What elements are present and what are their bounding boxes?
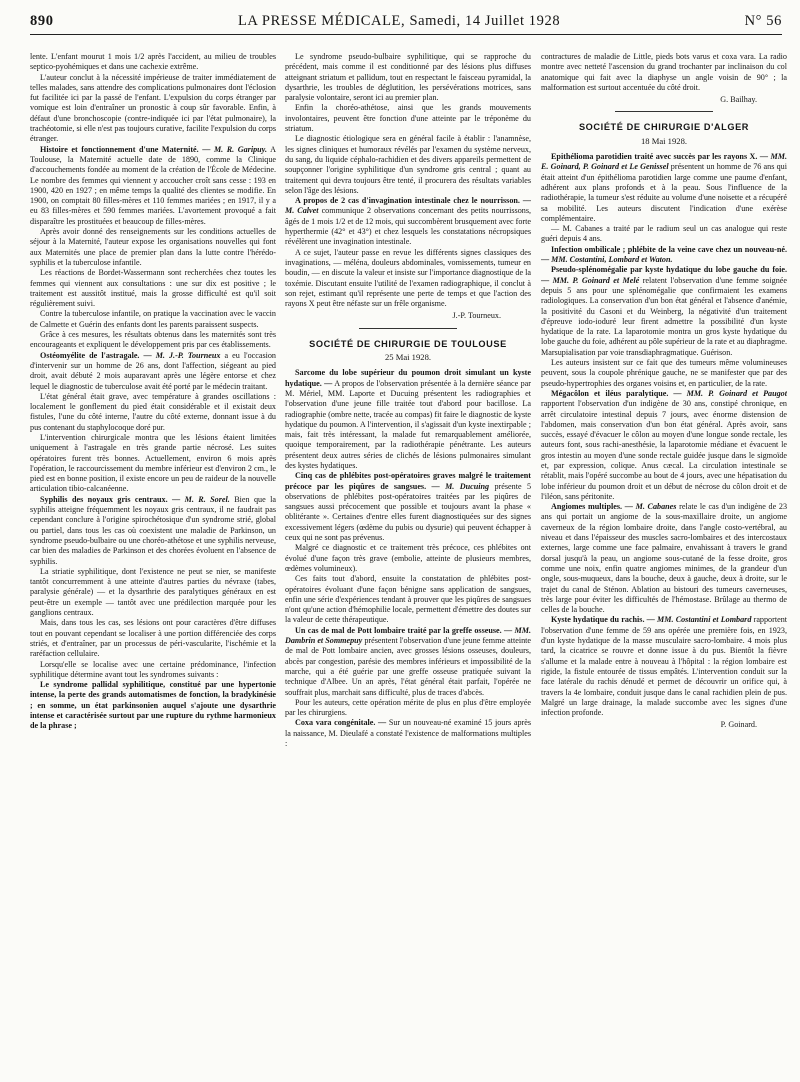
article-heading: Infection ombilicale ; phlébite de la veine cave chez un nouveau-né. — MM. Costantini, Lombard et Waton.: [541, 244, 787, 265]
page-header: [30, 8, 782, 35]
paragraph: Après avoir donné des renseignements sur les conditions actuelles de séjour à la Maternité, l'auteur expose les organisations nouvelles qui font aux Maternités une place de premier plan dans la lutte contre l'hérédo-syphilis et la tuberculose infantile.: [30, 227, 276, 267]
paragraph: Lorsqu'elle se localise avec une certaine prédominance, l'infection syphilitique détermine avant tout les syndromes suivants :: [30, 659, 276, 679]
paragraph: L'auteur conclut à la nécessité impérieuse de traiter immédiatement de telles malades, sans attendre des complications pulmonaires dont l'éclosion fut facilitée ici par la passé de l'enfant. L'expulsion du corps étranger par vomique est loin d'entraîner un pronostic à coup sûr favorable. Enfin, à défaut d'une bronchoscopie (contre-indiquée ici par l'état pulmonaire), la trachéotomie, si elle n'est pas toujours curative, facilite l'expulsion du corps étranger.: [30, 72, 276, 144]
article-heading: Pseudo-splénomégalie par kyste hydatique du lobe gauche du foie. — MM. P. Goinard et Melé relatent l'observation d'une femme soignée depuis 5 ans pour une splénomégalie que confirmaient les examens radiologiques. La conservation d'un bon état général et l'absence d'anémie, la positivité du Casoni et du Weinberg, la négativité d'un traitement d'épreuve iodo-ioduré leur firent admettre la possibilité d'un kyste hydatique de la rate. La laparotomie montra un gros kyste hydatique du lobe gauche du foie, adhérent au pôle supérieur de la rate et au diaphragme. Marsupialisation par voie transdiaphragmatique. Guérison.: [541, 265, 787, 357]
column-1: [30, 52, 276, 1072]
paragraph: Ces faits tout d'abord, ensuite la constatation de phlébites post-opératoires évoluant d'une façon bénigne sans application de sangsues, enfin une série d'expériences tendant à prouver que les piqûres de sangsues n'ont qu'une action d'hémophilie locale, permettent d'émettre des doutes sur la valeur de cette thérapeutique.: [285, 574, 531, 625]
paragraph: contractures de maladie de Little, pieds bots varus et coxa vara. La radio montre avec netteté l'ascension du grand trochanter par inclinaison du col anatomique qui fait avec la diaphyse un angle voisin de 90° ; la malformation est surtout accentuée du côté droit.: [541, 52, 787, 92]
paragraph: Le diagnostic étiologique sera en général facile à établir : l'anamnèse, les signes cliniques et humoraux révélés par l'examen du système nerveux, du sang, du liquide céphalo-rachidien et des divers appareils permettent de soupçonner l'origine syphilitique d'un syndrome gris central ; quant au traitement qui devra toujours être tenté, il procurera des résultats variables selon l'âge des lésions.: [285, 134, 531, 195]
section-date: 25 Mai 1928.: [384, 352, 432, 363]
paragraph: Mais, dans tous les cas, ses lésions ont pour caractères d'être diffuses tout en pouvant cependant se localiser à une portion différenciée des corps striés, et d'entraîner, par un processus de péri-vascularite, l'ischémie et la raréfaction cellulaire.: [30, 618, 276, 659]
paragraph: Contre la tuberculose infantile, on pratique la vaccination avec le vaccin de Calmette et Guérin des enfants dont les parents paraissent suspects.: [30, 309, 276, 329]
article-heading: Angiomes multiples. — M. Cabanes relate le cas d'un indigène de 23 ans qui portait un angiome de la sous-maxillaire droite, un angiome caverneux de la région lombaire droite, dans l'angle costo-vertébral, au niveau et dans l'épaisseur des muscles sacro-lombaires et des intercostaux externes, large comme une face palmaire, envahissant à travers le grand dorsal jusqu'à la peau, un angiome sous-cutané de la fesse droite, gros comme une noix, enfin quatre angiomes minimes, de la grandeur d'un ongle, sous-muqueux, dans la bouche, deux à gauche, deux à droite, sur le trajet du canal de Sténon. Ablation au bistouri des tumeurs caverneuses, très large pour éviter les difficultés de l'hémostase. Brûlage au thermo de celles de la bouche.: [541, 502, 787, 615]
column-3: [541, 52, 787, 1072]
paragraph: Les réactions de Bordet-Wassermann sont recherchées chez toutes les femmes qui viennent aux consultations : une sur dix est positive ; le traitement est aussitôt institué, mais la grosse difficulté est qu'il soit régulièrement suivi.: [30, 268, 276, 309]
paragraph: Pour les auteurs, cette opération mérite de plus en plus d'être employée par les chirurgiens.: [285, 697, 531, 718]
paragraph: L'état général était grave, avec température à grandes oscillations : localement le gonflement du pied était considérable et il existait deux fistules, l'une du côté interne, l'autre du côté externe, donnant issue à du pus contenant du staphylocoque doré pur.: [30, 391, 276, 432]
article-heading: Cinq cas de phlébites post-opératoires graves malgré le traitement précoce par les piqûres de sangsues. — M. Ducuing présente 5 observations de phlébites post-opératoires traitées par les piqûres de sangsues aussi précocement que possible et toujours avant la phase « oblitérante ». Certaines d'entre elles furent diagnostiquées sur des signes excessivement légers (œdème du pubis ou dysurie) qui peuvent échapper à ceux qui ne sont pas prévenus.: [285, 471, 531, 543]
paragraph: Le syndrome pseudo-bulbaire syphilitique, qui se rapproche du précédent, mais comme il est conditionné par des lésions plus diffuses atteignant striatum et pallidum, tout en respectant le faisceau pyramidal, la dysarthrie, les troubles de déglutition, les persévérations motrices, sans paralysie volontaire, seront ici au premier plan.: [285, 52, 531, 103]
section-title: SOCIÉTÉ DE CHIRURGIE DE TOULOUSE: [309, 338, 507, 349]
paragraph: Enfin la choréo-athétose, ainsi que les grands mouvements involontaires, peuvent être fonction d'une atteinte par le tréponème du striatum.: [285, 103, 531, 134]
section-date: 18 Mai 1928.: [640, 135, 688, 146]
issue-number: N° 56: [744, 12, 782, 29]
article-heading: Kyste hydatique du rachis. — MM. Costantini et Lombard rapportent l'observation d'une femme de 59 ans opérée une première fois, en 1923, d'un kyste hydatique de la masse musculaire sacro-lombaire. 4 mois plus tard, la cicatrice se rouvre et donne issue à du pus. Bientôt la fièvre s'allume et la malade entre à nouveau à l'hôpital : la région lombaire est rigide, la fistule entourée de tissus empâtés. L'intervention conduit sur la face latérale du rachis dénudé et permet de découvrir un orifice qui, à travers la 4e lombaire, conduit jusque dans le canal rachidien plein de pus. Malgré un large drainage, la malade succombe avec les signes d'une infection profonde.: [541, 615, 787, 718]
paragraph: — M. Cabanes a traité par le radium seul un cas analogue qui reste guéri depuis 4 ans.: [541, 224, 787, 244]
paragraph: A ce sujet, l'auteur passe en revue les différents signes classiques des invaginations, — méléna, douleurs abdominales, vomissements, tumeur en boudin, — en discute la valeur et insiste sur l'importance diagnostique de la toxémie. Discutant ensuite l'utilité de l'examen radiographique, il conclut à son rejet, estimant qu'il représente une perte de temps et que l'action des rayons X peut être néfaste sur un frêle organisme.: [285, 247, 531, 309]
paragraph: Malgré ce diagnostic et ce traitement très précoce, ces phlébites ont évolué d'une façon très grave (embolie, atteinte de plusieurs membres, œdèmes volumineux).: [285, 543, 531, 573]
article-heading: Un cas de mal de Pott lombaire traité par la greffe osseuse. — MM. Dambrin et Sommepuy présentent l'observation d'une jeune femme atteinte de mal de Pott lombaire ancien, avec grosses lésions osseuses, douleurs, abcès par congestion, parésie des membres inférieurs et impossibilité de la marche, qui a été guérie par une greffe osseuse pratiquée suivant la technique d'Albee. Un an après, l'état général était parfait, l'opérée ne souffrait plus, marchait sans difficulté, plus de traces d'abcès.: [285, 625, 531, 697]
paragraph: lente. L'enfant mourut 1 mois 1/2 après l'accident, au milieu de troubles septico-pyohémiques et dans une cachexie extrême.: [30, 52, 276, 72]
article-heading: Sarcome du lobe supérieur du poumon droit simulant un kyste hydatique. — A propos de l'observation présentée à la dernière séance par M. Mériel, MM. Laporte et Ducuing présentent les radiographies et l'observation d'une jeune fille traitée tout d'abord pour bacillose. La radiographie (ombre nette, tracée au compas) fit faire le diagnostic de kyste hydatique du poumon. A l'intervention, il s'agissait d'un kyste inextirpable ; mais, fait très intéressant, la malade fut remarquablement améliorée, quoique temporairement, par la radiothérapie pénétrante. Les auteurs présentent deux autres séries de clichés de lésions pulmonaires simulant des kystes hydatiques.: [285, 368, 531, 470]
paragraph: Grâce à ces mesures, les résultats obtenus dans les maternités sont très encourageants et expliquent le développement pris par ces établissements.: [30, 330, 276, 350]
article-heading: Coxa vara congénitale. — Sur un nouveau-né examiné 15 jours après la naissance, M. Dieulafé a constaté l'existence de malformations multiples :: [285, 718, 531, 748]
article-heading: Epithélioma parotidien traité avec succès par les rayons X. — MM. E. Goinard, P. Goinard et Le Genissel présentent un homme de 76 ans qui était atteint d'un épithélioma parotidien large comme une paume d'enfant, adhérent aux plans profonds et à la peau. Sous l'influence de la radiothérapie, la tumeur s'est réduite au volume d'une noisette et a récupéré sa mobilité. Les auteurs discutent l'indication d'une exérèse complémentaire.: [541, 152, 787, 223]
journal-title: LA PRESSE MÉDICALE, Samedi, 14 Juillet 1928: [237, 12, 561, 29]
article-heading: Syphilis des noyaux gris centraux. — M. R. Sorel. Bien que la syphilis atteigne fréquemment les noyaux gris centraux, il ne faudrait pas cependant conclure à l'origine spirochétosique d'un syndrome strié, global ou partiel, dans tous les cas où coexistent une maladie de Parkinson, un syndrome pseudo-bulbaire ou une choréo-athétose et une syphilis nerveuse, car bien des maladies de Parkinson et des chorées évoluent en l'absence de syphilis.: [30, 494, 276, 566]
article-heading: Ostéomyélite de l'astragale. — M. J.-P. Tourneux a eu l'occasion d'intervenir sur un homme de 26 ans, dont l'affection, siégeant au pied droit, avait débuté 2 mois auparavant après une légère entorse et chez lequel le diagnostic de tuberculose avait été porté par le médecin traitant.: [30, 350, 276, 391]
paragraph: La striatie syphilitique, dont l'existence ne peut se nier, se manifeste tantôt concurremment à une atteinte d'autres parties du névraxe (tabes, paralysie générale) — et la dysarthrie des paralytiques généraux en est peut-être un exemple — tantôt avec une prédilection marquée pour les ganglions centraux.: [30, 566, 276, 618]
signature: G. Bailhay.: [720, 95, 757, 105]
signature: J.-P. Tourneux.: [452, 311, 501, 321]
section-title: SOCIÉTÉ DE CHIRURGIE D'ALGER: [578, 122, 750, 133]
divider: [359, 328, 457, 329]
article-heading: Mégacôlon et iléus paralytique. — MM. P. Goinard et Paugot rapportent l'observation d'un indigène de 30 ans, constipé chronique, en arrêt circulatoire intestinal depuis 7 jours, avec énorme distension de l'abdomen, mais conservation d'un bon état général. Après avoir, sans succès, essayé d'évacuer le côlon au moyen d'une longue sonde rectale, les auteurs font, sous rachi-anesthésie, la laparotomie médiane et évacuent le gros intestin au moyen d'une sonde rectale guidée jusque dans le sigmoïde et, par expression, colique. Anus cæcal. La circulation intestinale se rétablit, mais l'opéré succombe au bout de 4 jours, avec une hépatisation du lobe inférieur du poumon droit et un début de nécrose du côlon droit et de l'iléon, sans péritonite.: [541, 388, 787, 501]
paragraph: Le syndrome pallidal syphilitique, constitué par une hypertonie intense, la perte des grands automatismes de fonction, la bradykinésie ; en somme, un état parkinsonien auquel s'ajoute une dysarthrie intense et caractérisée surtout par une rupture du rythme harmonieux de la phrase ;: [30, 680, 276, 731]
paragraph: Les auteurs insistent sur ce fait que des tumeurs même volumineuses peuvent, sous la coupole phrénique gauche, ne se manifester que par des pseudo-hypertrophies des organes voisins et, en particulier, de la rate.: [541, 358, 787, 388]
divider: [615, 111, 713, 112]
article-heading: Histoire et fonctionnement d'une Maternité. — M. R. Garipuy. A Toulouse, la Maternité actuelle date de 1890, comme la Clinique d'accouchements fondée au moment de la création de l'École de Médecine. Le nombre des femmes qui viennent y accoucher croît sans cesse : 193 en 1900, 420 en 1927 ; en même temps la qualité des clientes se modifie. En 1900, on comptait 80 filles-mères et 110 femmes mariées ; en 1917, il y a eu 83 filles-mères et 590 femmes mariées. L'avortement provoqué a fait disparaître les prostituées et beaucoup de filles-mères.: [30, 144, 276, 226]
page-number: 890: [30, 12, 54, 29]
signature: P. Goinard.: [720, 720, 757, 730]
article-heading: A propos de 2 cas d'invagination intestinale chez le nourrisson. — M. Calvet communique 2 observations concernant des petits nourrissons, âgés de 1 mois 1/2 et de 12 mois, qui succombèrent brusquement avec forte hyperthermie (42° et 43°) et chez lesquels les constatations nécropsiques révélèrent une invagination intestinale.: [285, 196, 531, 247]
column-2: [285, 52, 531, 1072]
paragraph: L'intervention chirurgicale montra que les lésions étaient limitées uniquement à l'astragale en très grande partie nécrosé. Les suites opératoires furent très bonnes. Actuellement, environ 6 mois après l'opération, le raccourcissement du membre inférieur est d'environ 2 cm., le pied est en bonne position, il existe encore un peu de raideur de la nouvelle articulation tibio-calcanéenne.: [30, 432, 276, 494]
